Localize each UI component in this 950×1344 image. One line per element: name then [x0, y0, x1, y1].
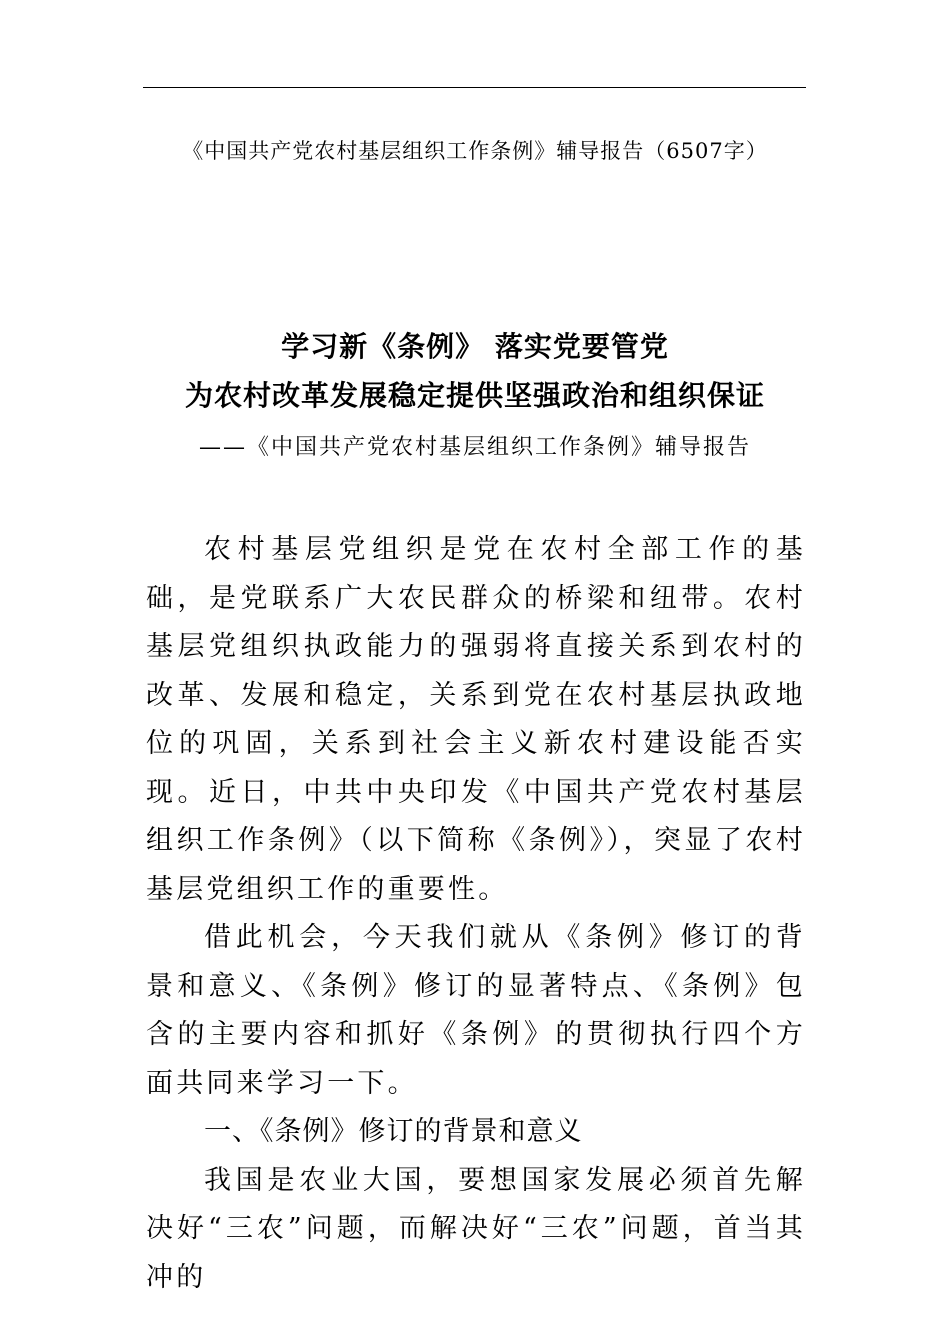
- paragraph-3: 我国是农业大国，要想国家发展必须首先解决好“三农”问题，而解决好“三农”问题，首当其冲的: [146, 1164, 806, 1293]
- headline-line-2: 为农村改革发展稳定提供坚强政治和组织保证: [184, 379, 765, 412]
- document-title: 《中国共产党农村基层组织工作条例》辅导报告（6507字）: [182, 139, 768, 163]
- report-subtitle: ——《中国共产党农村基层组织工作条例》辅导报告: [198, 435, 751, 460]
- paragraph-1: 农村基层党组织是党在农村全部工作的基础，是党联系广大农民群众的桥梁和纽带。农村基层党组织执政能力的强弱将直接关系到农村的改革、发展和稳定，关系到党在农村基层执政地位的巩固，关系到社会主义新农村建设能否实现。近日，中共中央印发《中国共产党农村基层组织工作条例》（以下简称《条例》），突显了农村基层党组织工作的重要性。: [146, 534, 806, 905]
- headline-line-1: 学习新《条例》 落实党要管党: [281, 330, 669, 363]
- header-rule: [143, 87, 806, 88]
- section-heading-1: 一、《条例》修订的背景和意义: [204, 1116, 583, 1147]
- body-text: [146, 526, 806, 1302]
- paragraph-2: 借此机会，今天我们就从《条例》修订的背景和意义、《条例》修订的显著特点、《条例》包含的主要内容和抓好《条例》的贯彻执行四个方面共同来学习一下。: [146, 922, 806, 1099]
